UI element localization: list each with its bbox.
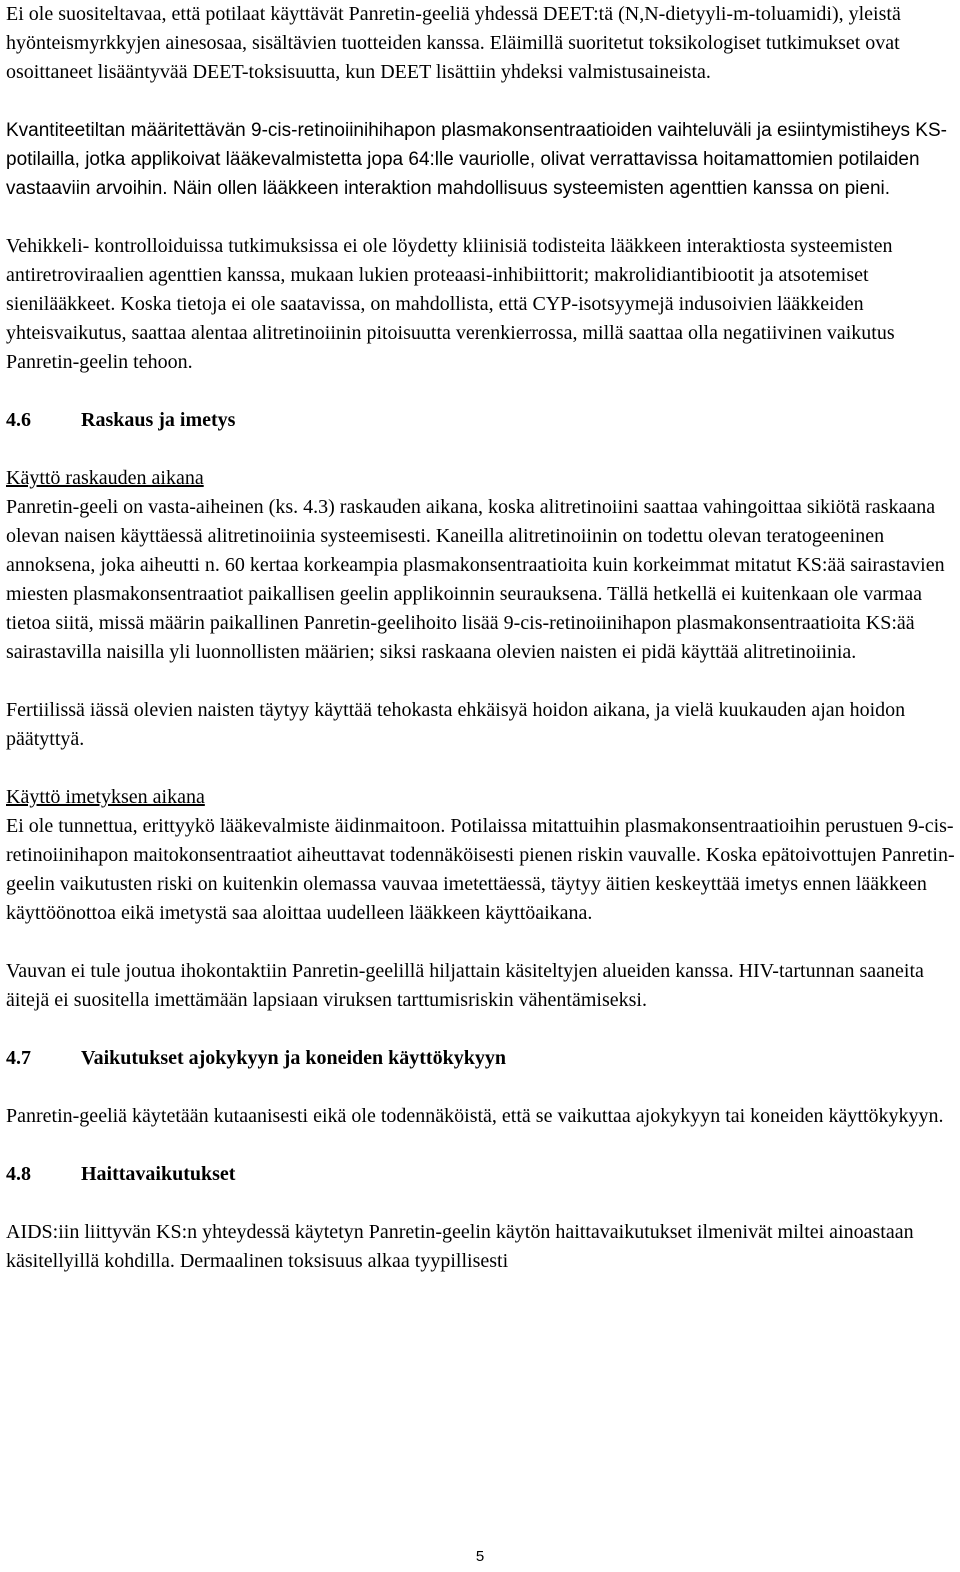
spacer xyxy=(6,1189,956,1218)
spacer xyxy=(6,435,956,464)
paragraph-infant-contact: Vauvan ei tule joutua ihokontaktiin Panretin-geelillä hiljattain käsiteltyjen alueiden kanssa. HIV-tartunnan saaneita äitejä ei suositella imettämään lapsiaan viruksen tarttumisriskin vähentämiseksi. xyxy=(6,960,924,1011)
spacer xyxy=(6,377,956,406)
spacer xyxy=(6,203,956,232)
section-title: Raskaus ja imetys xyxy=(81,409,236,431)
section-number: 4.7 xyxy=(6,1047,31,1069)
paragraph-lactation: Ei ole tunnettua, erittyykö lääkevalmiste äidinmaitoon. Potilaissa mitattuihin plasmakonsentraatioihin perustuen 9-cis-retinoiinihapon maitokonsentraatiot aiheuttavat todennäköisesti pienen riskin vauvalle. Koska epätoivottujen Panretin-geelin vaikutusten riski on kuitenkin olemassa vauvaa imetettäessä, täytyy äitien keskeyttää imetys ennen lääkkeen käyttöönottoa eikä imetystä saa aloittaa uudelleen lääkkeen käyttöaikana. xyxy=(6,815,955,924)
subheading-pregnancy: Käyttö raskauden aikana xyxy=(6,467,204,489)
paragraph-adverse-effects: AIDS:iin liittyvän KS:n yhteydessä käytetyn Panretin-geelin käytön haittavaikutukset ilmenivät miltei ainoastaan käsitellyillä kohdilla. Dermaalinen toksisuus alkaa tyypillisesti xyxy=(6,1221,914,1272)
section-number: 4.8 xyxy=(6,1163,31,1185)
section-heading-4-8 xyxy=(6,1160,956,1189)
document-page xyxy=(6,0,956,1276)
spacer xyxy=(6,667,956,696)
paragraph-deet-warning: Ei ole suositeltavaa, että potilaat käyttävät Panretin-geeliä yhdessä DEET:tä (N,N-dietyyli-m-toluamidi), yleistä hyönteismyrkkyjen ainesosaa, sisältävien tuotteiden kanssa. Eläimillä suoritetut toksikologiset tutkimukset ovat osoittaneet lisääntyvää DEET-toksisuutta, kun DEET lisättiin yhdeksi valmistusaineista. xyxy=(6,3,901,83)
spacer xyxy=(6,1015,956,1044)
paragraph-fertile-women: Fertiilissä iässä olevien naisten täytyy käyttää tehokasta ehkäisyä hoidon aikana, ja vielä kuukauden ajan hoidon päätyttyä. xyxy=(6,699,906,750)
spacer xyxy=(6,928,956,957)
page-number: 5 xyxy=(475,1548,485,1565)
spacer xyxy=(6,87,956,116)
spacer xyxy=(6,1073,956,1102)
section-heading-4-6 xyxy=(6,406,956,435)
spacer xyxy=(6,754,956,783)
section-title: Vaikutukset ajokykyyn ja koneiden käyttökykyyn xyxy=(81,1047,506,1069)
paragraph-vehicle-controlled: Vehikkeli- kontrolloiduissa tutkimuksissa ei ole löydetty kliinisiä todisteita lääkkeen interaktiosta systeemisten antiretroviraalien agenttien kanssa, mukaan lukien proteaasi-inhibiittorit; makrolidiantibiootit ja atsotemiset sienilääkkeet. Koska tietoja ei ole saatavissa, on mahdollista, että CYP-isotsyymejä indusoivien lääkkeiden yhteisvaikutus, saattaa alentaa alitretinoiinin pitoisuutta verenkierrossa, millä saattaa olla negatiivinen vaikutus Panretin-geelin tehoon. xyxy=(6,235,895,373)
section-number: 4.6 xyxy=(6,409,31,431)
subheading-lactation: Käyttö imetyksen aikana xyxy=(6,786,205,808)
paragraph-driving: Panretin-geeliä käytetään kutaanisesti eikä ole todennäköistä, että se vaikuttaa ajokykyyn tai koneiden käyttökykyyn. xyxy=(6,1105,944,1127)
paragraph-pregnancy: Panretin-geeli on vasta-aiheinen (ks. 4.3) raskauden aikana, koska alitretinoiini saattaa vahingoittaa sikiötä raskaana olevan naisen käyttäessä alitretinoiinia systeemisesti. Kaneilla alitretinoiinin on todettu olevan teratogeeninen annoksena, joka aiheutti n. 60 kertaa korkeampia plasmakonsentraatioita kuin korkeimmat mitatut KS:ää sairastavien miesten plasmakonsentraatiot paikallisen geelin applikoinnin seurauksena. Tällä hetkellä ei kuitenkaan ole varmaa tietoa siitä, missä määrin paikallinen Panretin-geelihoito lisää 9-cis-retinoiinihapon plasmakonsentraatioita KS:ää sairastavilla naisilla yli luonnollisten määrien; siksi raskaana olevien naisten ei pidä käyttää alitretinoiinia. xyxy=(6,496,945,663)
section-heading-4-7 xyxy=(6,1044,956,1073)
spacer xyxy=(6,1131,956,1160)
paragraph-plasma-concentration: Kvantiteetiltan määritettävän 9-cis-retinoiinihihapon plasmakonsentraatioiden vaihteluväli ja esiintymistiheys KS-potilailla, jotka applikoivat lääkevalmistetta jopa 64:lle vauriolle, olivat verrattavissa hoitamattomien potilaiden vastaaviin arvoihin. Näin ollen lääkkeen interaktion mahdollisuus systeemisten agenttien kanssa on pieni. xyxy=(6,120,947,199)
section-title: Haittavaikutukset xyxy=(81,1163,236,1185)
